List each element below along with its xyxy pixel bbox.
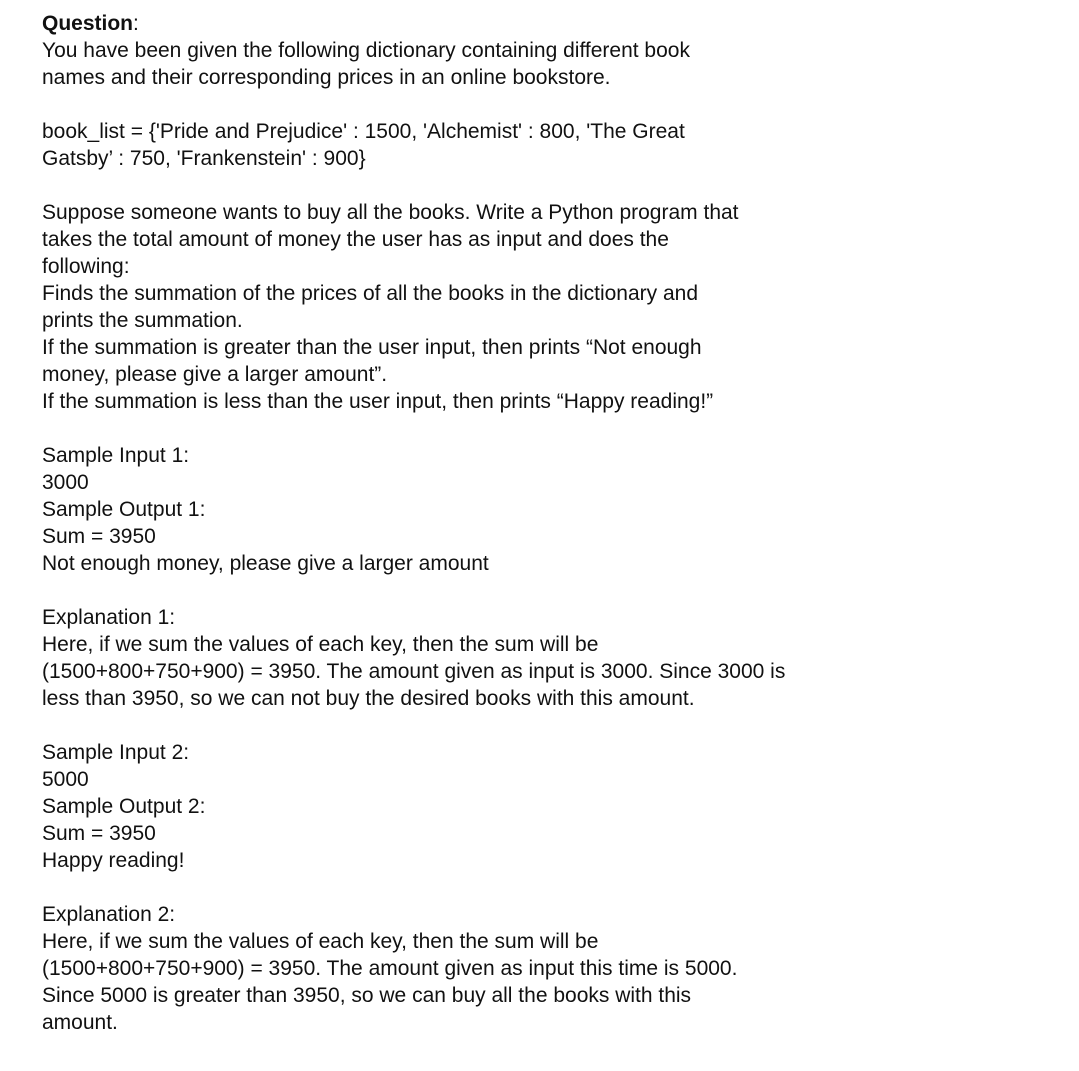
question-heading-colon: :	[133, 12, 139, 35]
sample-1-line: Sample Output 1:	[42, 498, 206, 521]
sample-1-line: Sum = 3950	[42, 525, 156, 548]
sample-2-line: Sum = 3950	[42, 822, 156, 845]
sample-2-line: Happy reading!	[42, 849, 185, 872]
question-document	[42, 10, 1052, 1036]
paragraph-gap	[42, 91, 1052, 118]
code-paragraph	[42, 118, 1052, 172]
task-line: following:	[42, 255, 130, 278]
paragraph-gap	[42, 577, 1052, 604]
paragraph-gap	[42, 415, 1052, 442]
sample-1-line: Not enough money, please give a larger amount	[42, 552, 489, 575]
explanation-2-line: Explanation 2:	[42, 903, 176, 926]
question-heading-label: Question	[42, 12, 134, 35]
task-line: prints the summation.	[42, 309, 243, 332]
paragraph-gap	[42, 874, 1052, 901]
task-line: Finds the summation of the prices of all the books in the dictionary and	[42, 282, 699, 305]
task-line: takes the total amount of money the user has as input and does the	[42, 228, 669, 251]
explanation-2-block	[42, 901, 1052, 1036]
intro-paragraph	[42, 37, 1052, 91]
explanation-2-line: Here, if we sum the values of each key, then the sum will be	[42, 930, 599, 953]
sample-1-block	[42, 442, 1052, 577]
task-line: Suppose someone wants to buy all the books. Write a Python program that	[42, 201, 739, 224]
intro-line: You have been given the following dictionary containing different book	[42, 39, 690, 62]
paragraph-gap	[42, 712, 1052, 739]
sample-1-line: 3000	[42, 471, 89, 494]
explanation-1-block	[42, 604, 1052, 712]
explanation-1-line: Explanation 1:	[42, 606, 176, 629]
code-line: book_list = {'Pride and Prejudice' : 1500, 'Alchemist' : 800, 'The Great	[42, 120, 685, 143]
explanation-1-line: less than 3950, so we can not buy the desired books with this amount.	[42, 687, 695, 710]
sample-1-line: Sample Input 1:	[42, 444, 190, 467]
task-line: If the summation is greater than the user input, then prints “Not enough	[42, 336, 702, 359]
explanation-2-line: amount.	[42, 1011, 118, 1034]
question-heading	[42, 10, 1052, 37]
explanation-2-line: Since 5000 is greater than 3950, so we can buy all the books with this	[42, 984, 692, 1007]
intro-line: names and their corresponding prices in an online bookstore.	[42, 66, 611, 89]
explanation-1-line: (1500+800+750+900) = 3950. The amount given as input is 3000. Since 3000 is	[42, 660, 786, 683]
sample-2-block	[42, 739, 1052, 874]
sample-2-line: 5000	[42, 768, 89, 791]
paragraph-gap	[42, 172, 1052, 199]
explanation-1-line: Here, if we sum the values of each key, then the sum will be	[42, 633, 599, 656]
task-line: money, please give a larger amount”.	[42, 363, 388, 386]
sample-2-line: Sample Input 2:	[42, 741, 190, 764]
task-line: If the summation is less than the user input, then prints “Happy reading!”	[42, 390, 714, 413]
code-line: Gatsby’ : 750, 'Frankenstein' : 900}	[42, 147, 366, 170]
task-paragraph	[42, 199, 1052, 415]
sample-2-line: Sample Output 2:	[42, 795, 206, 818]
explanation-2-line: (1500+800+750+900) = 3950. The amount given as input this time is 5000.	[42, 957, 738, 980]
